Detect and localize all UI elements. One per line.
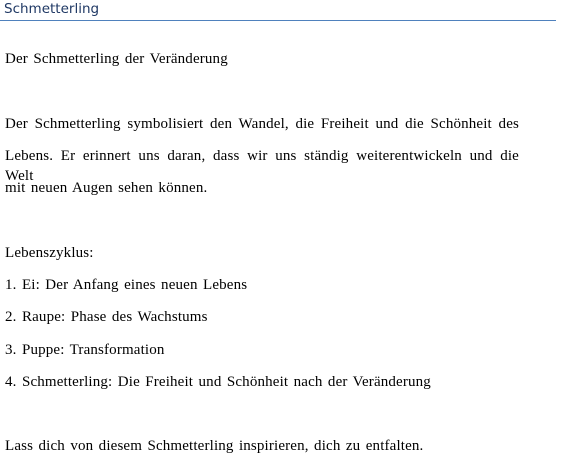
intro-line-1: Der Schmetterling symbolisiert den Wandel, die Freiheit und die Schönheit des [5, 116, 519, 132]
lifecycle-label: Lebenszyklus: [5, 245, 94, 261]
lifecycle-item-4: 4. Schmetterling: Die Freiheit und Schönheit nach der Veränderung [5, 374, 431, 390]
lifecycle-item-1: 1. Ei: Der Anfang eines neuen Lebens [5, 277, 248, 293]
intro-line-3: mit neuen Augen sehen können. [5, 180, 208, 196]
page-header [0, 0, 556, 21]
lifecycle-item-2: 2. Raupe: Phase des Wachstums [5, 309, 208, 325]
closing-line: Lass dich von diesem Schmetterling inspirieren, dich zu entfalten. [5, 438, 424, 454]
lifecycle-item-3: 3. Puppe: Transformation [5, 342, 165, 358]
intro-line-2: Lebens. Er erinnert uns daran, dass wir uns ständig weiterentwickeln und die Welt [5, 148, 519, 184]
document-heading: Der Schmetterling der Veränderung [5, 51, 228, 67]
header-title: Schmetterling [4, 1, 100, 17]
